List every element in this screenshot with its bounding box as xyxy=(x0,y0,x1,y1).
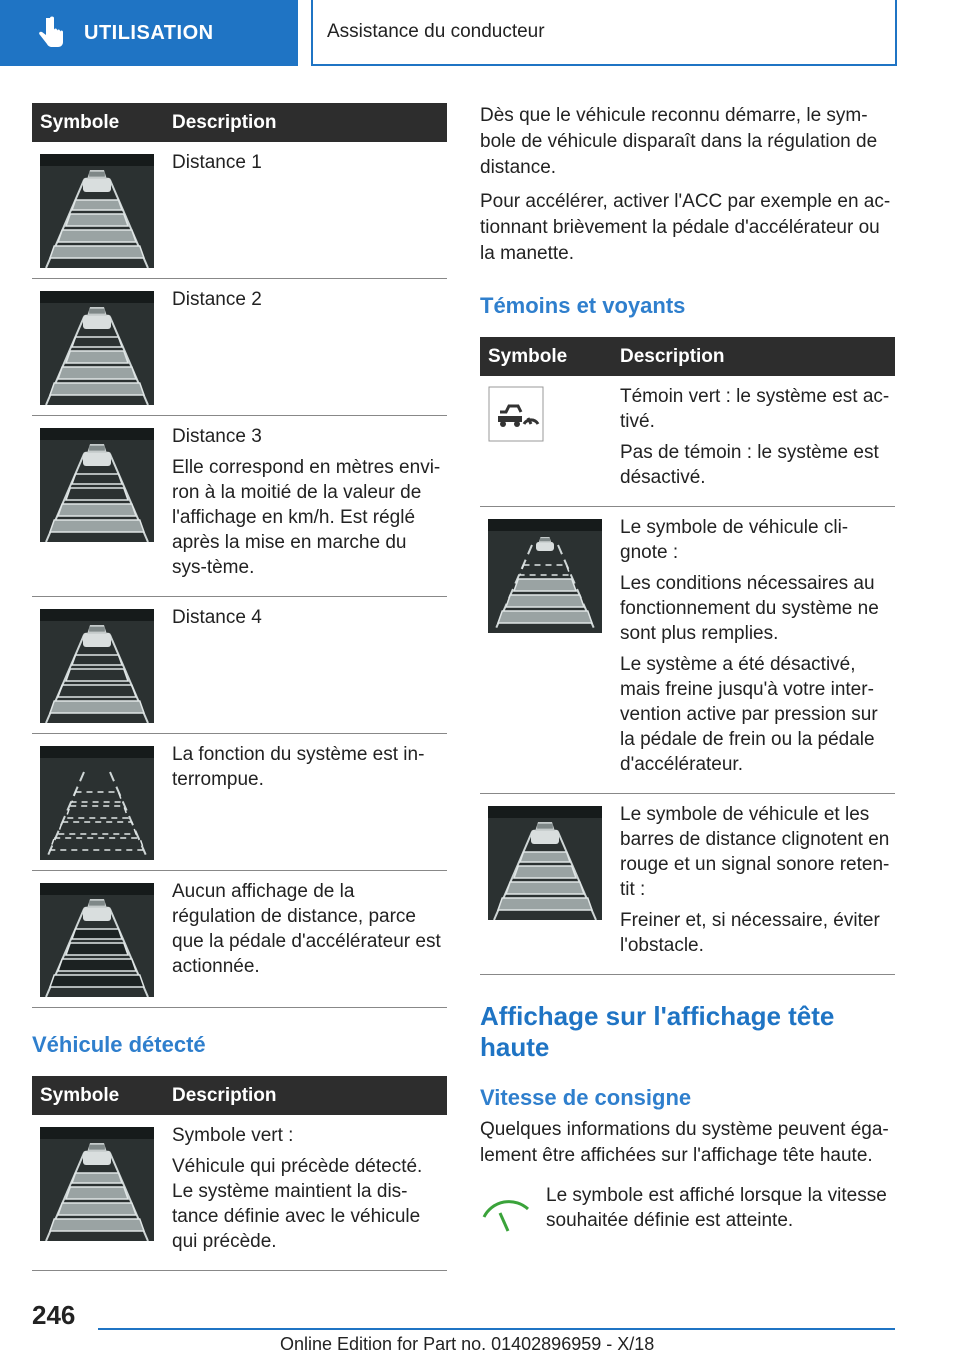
table-row xyxy=(32,597,447,734)
table-row xyxy=(32,1115,447,1271)
distance-display-icon xyxy=(40,291,154,405)
speed-arc-icon xyxy=(480,1187,532,1239)
footer-divider xyxy=(98,1328,895,1330)
col-description-header: Description xyxy=(164,103,447,142)
hud-note xyxy=(480,1183,895,1239)
paragraph: Quelques informations du système peuvent éga-lement être affichées sur l'affichage tête haute. xyxy=(480,1119,889,1166)
col-symbol-header: Symbole xyxy=(32,103,164,142)
hud-note-text: Le symbole est affiché lorsque la vitesse souhaitée définie est atteinte. xyxy=(546,1185,887,1231)
vehicle-detected-display-icon xyxy=(40,1127,154,1241)
row-description-detail: Les conditions nécessaires au fonctionnement du système ne sont plus remplies. xyxy=(620,573,879,644)
distance-display-icon xyxy=(40,428,154,542)
interrupted-display-icon xyxy=(40,746,154,860)
col-symbol-header: Symbole xyxy=(32,1076,164,1115)
heading-temoins: Témoins et voyants xyxy=(480,293,686,318)
table-row xyxy=(32,871,447,1008)
temoins-table xyxy=(480,337,895,975)
row-description: Symbole vert : xyxy=(172,1125,294,1146)
row-description: La fonction du système est in-terrompue. xyxy=(172,744,425,790)
table-row xyxy=(32,142,447,279)
row-description-detail: Véhicule qui précède détecté. Le système maintient la dis-tance définie avec le véhicule qui précède. xyxy=(172,1156,423,1252)
footer-edition: Online Edition for Part no. 01402896959 - X/18 xyxy=(280,1334,655,1354)
acc-speedometer-icon xyxy=(488,386,544,442)
row-description: Distance 1 xyxy=(172,152,262,173)
row-description: Distance 2 xyxy=(172,289,262,310)
heading-vehicule-detecte: Véhicule détecté xyxy=(32,1032,206,1057)
heading-vitesse: Vitesse de consigne xyxy=(480,1085,692,1110)
col-description-header: Description xyxy=(612,337,895,376)
distance-table xyxy=(32,103,447,1008)
section-title: UTILISATION xyxy=(84,21,214,44)
paragraph: Dès que le véhicule reconnu démarre, le sym-bole de véhicule disparaît dans la régulation de distance. xyxy=(480,105,878,178)
row-description: Témoin vert : le système est ac-tivé. xyxy=(620,386,890,432)
row-description: Distance 3 xyxy=(172,426,262,447)
table-row xyxy=(480,376,895,507)
row-description: Le symbole de véhicule cli-gnote : xyxy=(620,517,849,563)
accelerator-display-icon xyxy=(40,883,154,997)
section-tab[interactable] xyxy=(0,0,298,66)
page-number: 246 xyxy=(32,1300,76,1330)
paragraph: Pour accélérer, activer l'ACC par exemple en ac-tionnant brièvement la pédale d'accélérateur ou la manette. xyxy=(480,191,891,264)
heading-hud: Affichage sur l'affichage tête haute xyxy=(480,1001,835,1062)
row-description: Le symbole de véhicule et les barres de distance clignotent en rouge et un signal sonore reten-tit : xyxy=(620,804,890,900)
table-row xyxy=(32,734,447,871)
distance-display-icon xyxy=(40,154,154,268)
table-row xyxy=(480,794,895,975)
row-description-detail: Pas de témoin : le système est désactivé. xyxy=(620,442,879,488)
detected-table xyxy=(32,1076,447,1271)
row-description-detail: Elle correspond en mètres envi-ron à la moitié de la valeur de l'affichage en km/h. Est réglé après la mise en marche du sys-tème. xyxy=(172,457,441,578)
hand-pointer-icon xyxy=(34,15,70,51)
warning-display-icon xyxy=(488,806,602,920)
col-symbol-header: Symbole xyxy=(480,337,612,376)
vehicle-blinking-display-icon xyxy=(488,519,602,633)
table-row xyxy=(32,416,447,597)
chapter-title: Assistance du conducteur xyxy=(327,21,545,42)
left-column xyxy=(32,103,447,1271)
row-description-detail: Freiner et, si nécessaire, éviter l'obstacle. xyxy=(620,910,880,956)
col-description-header: Description xyxy=(164,1076,447,1115)
chapter-box xyxy=(311,0,897,66)
row-description: Distance 4 xyxy=(172,607,262,628)
row-description-detail: Le système a été désactivé, mais freine jusqu'à votre inter-vention active par pression sur la pédale de frein ou la pédale d'accélérateur. xyxy=(620,654,878,775)
distance-display-icon xyxy=(40,609,154,723)
row-description: Aucun affichage de la régulation de distance, parce que la pédale d'accélérateur est actionnée. xyxy=(172,881,441,977)
right-column xyxy=(480,103,895,1239)
table-row xyxy=(32,279,447,416)
table-row xyxy=(480,507,895,794)
